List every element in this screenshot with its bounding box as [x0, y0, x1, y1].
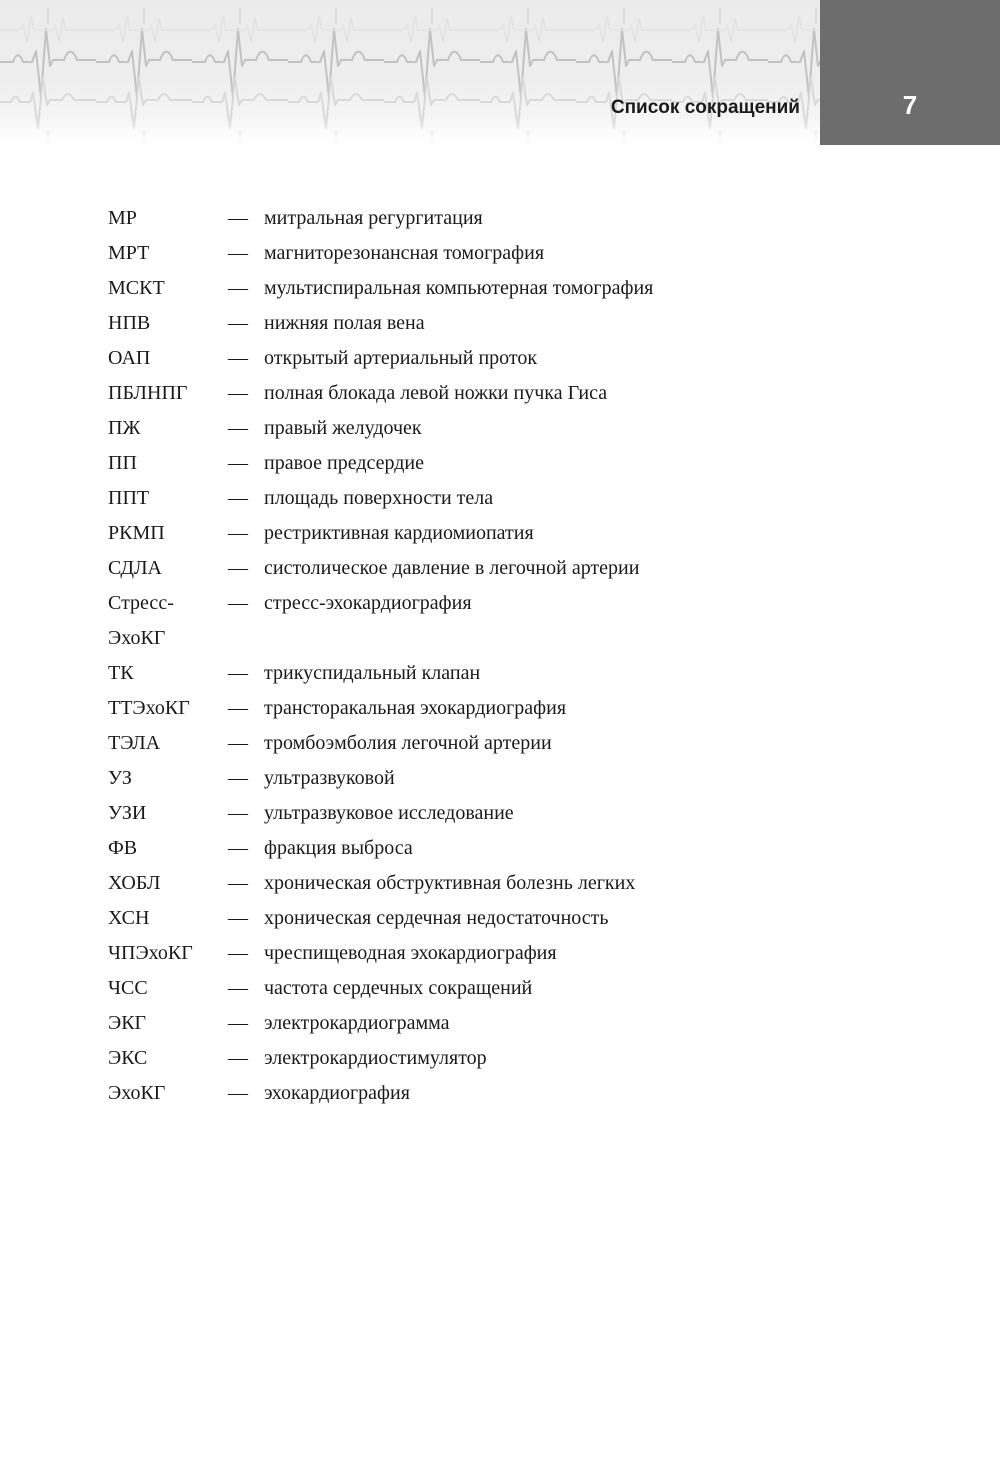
abbreviation-term: ХСН — [108, 907, 150, 929]
abbreviation-row — [108, 866, 920, 901]
abbreviation-row — [108, 376, 920, 411]
abbreviation-definition: электрокардиограмма — [264, 1012, 450, 1034]
page-number-box — [820, 0, 1000, 145]
abbreviation-definition: площадь поверхности тела — [264, 487, 494, 509]
abbreviation-row — [108, 831, 920, 866]
page-header — [0, 0, 1000, 145]
abbreviation-term: ЭхоКГ — [108, 1082, 166, 1104]
dash-separator: — — [228, 277, 248, 299]
abbreviation-row — [108, 516, 920, 551]
dash-separator: — — [228, 452, 248, 474]
abbreviation-term: МСКТ — [108, 277, 165, 299]
abbreviation-term: МР — [108, 207, 137, 229]
abbreviation-row — [108, 796, 920, 831]
abbreviation-term: РКМП — [108, 522, 165, 544]
abbreviation-row — [108, 411, 920, 446]
abbreviation-definition: хроническая сердечная недостаточность — [264, 907, 609, 929]
abbreviation-definition: митральная регургитация — [264, 207, 483, 229]
dash-separator: — — [228, 592, 248, 614]
abbreviation-definition: рестриктивная кардиомиопатия — [264, 522, 534, 544]
abbreviation-definition: электрокардиостимулятор — [264, 1047, 487, 1069]
abbreviation-row — [108, 901, 920, 936]
dash-separator: — — [228, 242, 248, 264]
abbreviation-row — [108, 971, 920, 1006]
abbreviation-definition: полная блокада левой ножки пучка Гиса — [264, 382, 608, 404]
dash-separator: — — [228, 557, 248, 579]
abbreviation-definition: эхокардиография — [264, 1082, 410, 1104]
abbreviation-term: ОАП — [108, 347, 151, 369]
abbreviation-row — [108, 306, 920, 341]
abbreviation-row — [108, 236, 920, 271]
abbreviation-definition: частота сердечных сокращений — [264, 977, 533, 999]
dash-separator: — — [228, 487, 248, 509]
abbreviation-term: МРТ — [108, 242, 150, 264]
abbreviation-row — [108, 761, 920, 796]
abbreviation-row — [108, 1041, 920, 1076]
dash-separator: — — [228, 347, 248, 369]
page-title: Список сокращений — [610, 97, 800, 118]
abbreviation-row — [108, 936, 920, 971]
abbreviation-definition: систолическое давление в легочной артерии — [264, 557, 640, 579]
abbreviation-row — [108, 551, 920, 586]
abbreviation-term: ПП — [108, 452, 137, 474]
abbreviation-row — [108, 1076, 920, 1111]
dash-separator: — — [228, 207, 248, 229]
abbreviation-row — [108, 1006, 920, 1041]
abbreviation-term: ЭКС — [108, 1047, 148, 1069]
abbreviation-definition: стресс-эхокардиография — [264, 592, 472, 614]
abbreviation-definition: хроническая обструктивная болезнь легких — [264, 872, 636, 894]
abbreviation-term: УЗ — [108, 767, 132, 789]
dash-separator: — — [228, 382, 248, 404]
abbreviation-row — [108, 201, 920, 236]
abbreviation-term: ФВ — [108, 837, 138, 859]
abbreviation-term: ПБЛНПГ — [108, 382, 188, 404]
abbreviation-definition: правое предсердие — [264, 452, 424, 474]
dash-separator: — — [228, 1047, 248, 1069]
dash-separator: — — [228, 942, 248, 964]
abbreviation-term: ТТЭхоКГ — [108, 697, 190, 719]
abbreviation-term: ТЭЛА — [108, 732, 161, 754]
dash-separator: — — [228, 697, 248, 719]
dash-separator: — — [228, 1082, 248, 1104]
abbreviation-term: ЧСС — [108, 977, 148, 999]
dash-separator: — — [228, 977, 248, 999]
abbreviation-term: НПВ — [108, 312, 151, 334]
abbreviation-row — [108, 446, 920, 481]
abbreviation-definition: трикуспидальный клапан — [264, 662, 481, 684]
abbreviation-definition: нижняя полая вена — [264, 312, 425, 334]
dash-separator: — — [228, 417, 248, 439]
dash-separator: — — [228, 907, 248, 929]
abbreviation-definition: фракция выброса — [264, 837, 413, 859]
dash-separator: — — [228, 662, 248, 684]
abbreviation-definition: мультиспиральная компьютерная томография — [264, 277, 654, 299]
abbreviation-definition: чреспищеводная эхокардиография — [264, 942, 557, 964]
page-number: 7 — [902, 90, 918, 120]
abbreviation-definition: тромбоэмболия легочной артерии — [264, 732, 552, 754]
dash-separator: — — [228, 732, 248, 754]
abbreviation-term: ППТ — [108, 487, 150, 509]
abbreviation-definition: правый желудочек — [264, 417, 422, 439]
abbreviation-row — [108, 586, 920, 656]
abbreviation-row — [108, 271, 920, 306]
abbreviation-term: УЗИ — [108, 802, 147, 824]
abbreviation-term: ЭКГ — [108, 1012, 147, 1034]
abbreviation-definition: ультразвуковое исследование — [264, 802, 514, 824]
dash-separator: — — [228, 837, 248, 859]
abbreviation-row — [108, 726, 920, 761]
abbreviation-list — [0, 145, 1000, 1111]
dash-separator: — — [228, 872, 248, 894]
abbreviation-term: Стресс-ЭхоКГ — [108, 592, 174, 649]
abbreviation-row — [108, 656, 920, 691]
abbreviation-term: ТК — [108, 662, 134, 684]
dash-separator: — — [228, 522, 248, 544]
dash-separator: — — [228, 1012, 248, 1034]
dash-separator: — — [228, 802, 248, 824]
abbreviation-term: ХОБЛ — [108, 872, 161, 894]
abbreviation-definition: открытый артериальный проток — [264, 347, 538, 369]
abbreviation-term: ЧПЭхоКГ — [108, 942, 193, 964]
abbreviation-term: СДЛА — [108, 557, 162, 579]
abbreviation-definition: магниторезонансная томография — [264, 242, 545, 264]
abbreviation-row — [108, 691, 920, 726]
abbreviation-row — [108, 341, 920, 376]
abbreviation-definition: трансторакальная эхокардиография — [264, 697, 567, 719]
dash-separator: — — [228, 767, 248, 789]
abbreviation-term: ПЖ — [108, 417, 141, 439]
abbreviation-row — [108, 481, 920, 516]
abbreviation-definition: ультразвуковой — [264, 767, 395, 789]
dash-separator: — — [228, 312, 248, 334]
